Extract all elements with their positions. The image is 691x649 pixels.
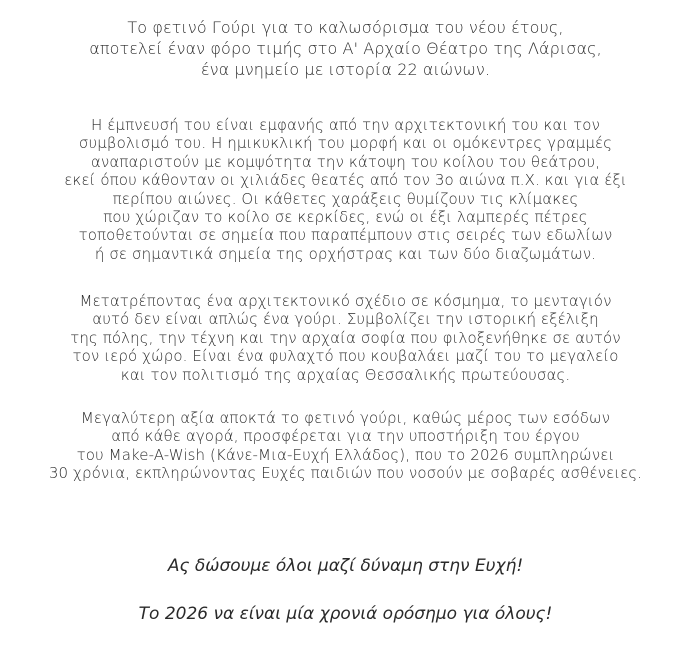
intro-paragraph (0, 17, 691, 80)
text-line: Μεγαλύτερη αξία αποκτά το φετινό γούρι, καθώς μέρος των εσόδων (80, 409, 611, 427)
text-line: του Make-A-Wish (Κάνε-Μια-Ευχή Ελλάδος), που το 2026 συμπληρώνει (76, 445, 615, 464)
symbolism-paragraph (0, 292, 691, 384)
text-line: που χώριζαν το κοίλο σε κερκίδες, ενώ οι έξι λαμπερές πέτρες (103, 208, 588, 227)
text-line: της πόλης, την τέχνη και την αρχαία σοφία που φιλοξενήθηκε σε αυτόν (70, 328, 621, 347)
text-line: αποτελεί έναν φόρο τιμής στο Α' Αρχαίο Θέατρο της Λάρισας, (89, 39, 602, 58)
text-line: και τον πολιτισμό της αρχαίας Θεσσαλικής πρωτεύουσας. (120, 365, 571, 384)
text-line: Το φετινό Γούρι για το καλωσόρισμα του νέου έτους, (127, 18, 564, 37)
closing-line-wish: Ας δώσουμε όλοι μαζί δύναμη στην Ευχή! (167, 556, 524, 576)
text-line: αναπαριστούν με κομψότητα την κάτοψη του κοίλου του θεάτρου, (90, 152, 601, 171)
text-line: περίπου αιώνες. Οι κάθετες χαράξεις θυμίζουν τις κλίμακες (112, 189, 579, 208)
text-line: ή σε σημαντικά σημεία της ορχήστρας και των δύο διαζωμάτων. (94, 244, 597, 263)
charity-paragraph (0, 409, 691, 483)
text-line: συμβολισμό του. Η ημικυκλική του μορφή και οι ομόκεντρες γραμμές (78, 134, 613, 153)
closing-line-year: Το 2026 να είναι μία χρονιά ορόσημο για όλους! (138, 604, 553, 624)
text-line: από κάθε αγορά, προσφέρεται για την υποστήριξη του έργου (111, 427, 580, 446)
text-line: Μετατρέποντας ένα αρχιτεκτονικό σχέδιο σε κόσμημα, το μενταγιόν (79, 292, 612, 310)
text-line: εκεί όπου κάθονταν οι χιλιάδες θεατές από τον 3ο αιώνα π.Χ. και για έξι (64, 171, 627, 190)
text-line: Η έμπνευσή του είναι εμφανής από την αρχιτεκτονική του και τον (90, 116, 601, 134)
text-line: 30 χρόνια, εκπληρώνοντας Ευχές παιδιών που νοσούν με σοβαρές ασθένειες. (48, 464, 643, 483)
inspiration-paragraph (0, 116, 691, 263)
text-line: τοποθετούνται σε σημεία που παραπέμπουν στις σειρές των εδωλίων (78, 226, 613, 245)
text-line: αυτό δεν είναι απλώς ένα γούρι. Συμβολίζει την ιστορική εξέλιξη (92, 310, 599, 329)
text-line: τον ιερό χώρο. Είναι ένα φυλαχτό που κουβαλάει μαζί του το μεγαλείο (72, 347, 619, 366)
text-line: ένα μνημείο με ιστορία 22 αιώνων. (200, 60, 491, 79)
